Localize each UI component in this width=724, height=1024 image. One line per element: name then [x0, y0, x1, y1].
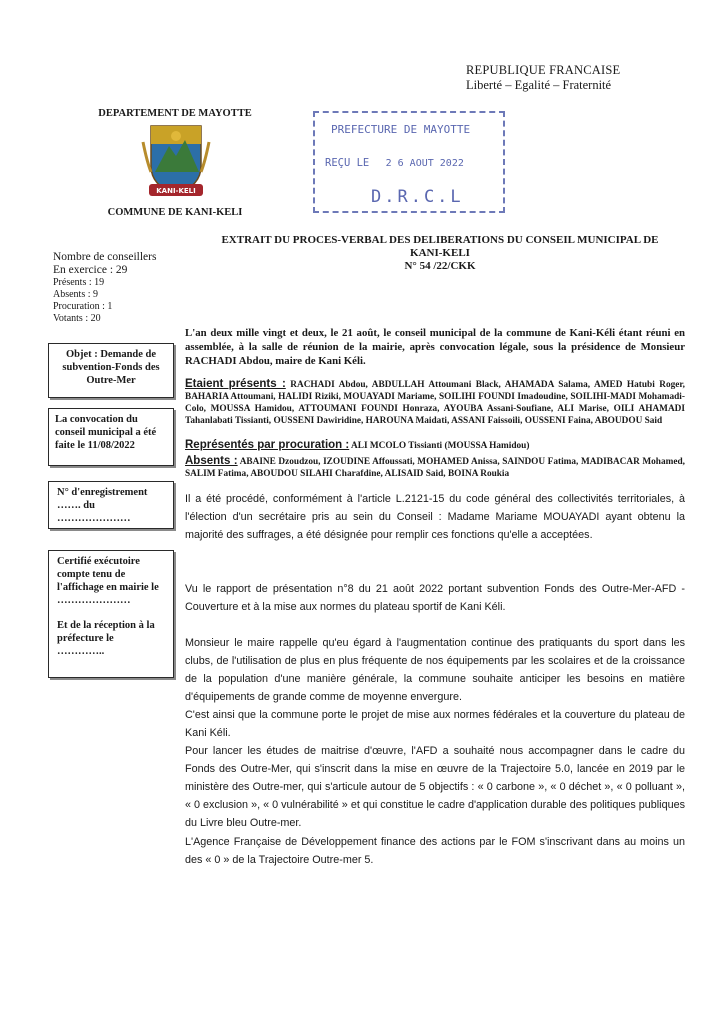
prefecture-stamp: [313, 111, 505, 213]
intro-paragraph: L'an deux mille vingt et deux, le 21 août, le conseil municipal de la commune de Kani-Kéli étant réuni en assemblée, à la salle de réunion de la mairie, après convocation légale, sous la présidence de Monsieur RACHADI Abdou, maire de Kani Kéli.: [185, 327, 685, 367]
objet-box: Objet : Demande de subvention-Fonds des Outre-Mer: [48, 343, 174, 398]
commune-name: COMMUNE DE KANI-KELI: [107, 207, 243, 218]
present-members: [185, 378, 685, 427]
proxy-label: Représentés par procuration :: [185, 439, 350, 451]
stamp-prefecture: PREFECTURE DE MAYOTTE: [331, 123, 471, 136]
counts-label: Nombre de conseillers: [53, 251, 157, 263]
deliberation-number: N° 54 /22/CKK: [404, 260, 476, 272]
absent-list: ABAINE Dzoudzou, IZOUDINE Affoussati, MOHAMED Anissa, SAINDOU Fatima, MADIBACAR Mohamed, SALIM Fatima, ABOUDOU SILAHI Charafdine, ALISAID Said, BOINA Roukia: [185, 457, 685, 479]
stamp-received: [325, 157, 464, 169]
counts-in-office: En exercice : 29: [53, 264, 128, 276]
proxy-list: ALI MCOLO Tissianti (MOUSSA Hamidou): [351, 441, 530, 451]
document-title: [185, 234, 695, 273]
certification-label: Certifié exécutoire compte tenu de l'affichage en mairie le: [57, 556, 159, 593]
stamp-received-label: REÇU LE: [325, 157, 370, 169]
council-counts: [53, 251, 193, 325]
stamp-received-date: 2 6 AOUT 2022: [385, 158, 464, 169]
counts-absent: Absents : 9: [53, 289, 98, 300]
reception-date: …………..: [57, 646, 105, 657]
convocation-box: La convocation du conseil municipal a été faite le 11/08/2022: [48, 408, 174, 466]
proxy-members: [185, 439, 685, 452]
afd-paragraph: Pour lancer les études de maitrise d'œuvre, l'AFD a souhaité nous accompagner dans le cadre du Fonds des Outre-Mer, qui s'inscrit dans la mise en œuvre de la Trajectoire 5.0, lancée en 2019 par le ministère des Outre-mer, qui s'articule autour de 5 objectifs : « 0 carbone », « 0 déchet », « 0 polluant », « 0 exclusion », « 0 vulnérabilité » et qui constitue le cadre d'application durable des politiques publiques du Livre bleu Outre-mer.: [185, 745, 685, 829]
republic-title: REPUBLIQUE FRANCAISE: [466, 63, 621, 77]
registration-number: ……. du: [57, 500, 95, 511]
registration-box: [48, 481, 174, 529]
department-name: DEPARTEMENT DE MAYOTTE: [98, 108, 252, 119]
absent-label: Absents :: [185, 455, 238, 467]
commune-crest-icon: [141, 122, 211, 200]
counts-voters: Votants : 20: [53, 313, 101, 324]
counts-present: Présents : 19: [53, 277, 105, 288]
stamp-office: D.R.C.L: [371, 187, 464, 207]
report-paragraph: Vu le rapport de présentation n°8 du 21 août 2022 portant subvention Fonds des Outre-Mer-AFD -Couverture et à la mise aux normes du plateau sportif de Kani Kéli.: [185, 583, 685, 613]
context-paragraph: Monsieur le maire rappelle qu'eu égard à l'augmentation continue des pratiquants du sport dans les clubs, de l'utilisation de plus en plus fréquente de nos équipements par les scolaires et de la croissance de la population d'une manière générale, la commune souhaite anticiper les besoins en matière d'équipements de grande comme de moyenne envergure.: [185, 637, 685, 703]
republic-motto: Liberté – Egalité – Fraternité: [466, 78, 612, 92]
secretary-paragraph: Il a été procédé, conformément à l'article L.2121-15 du code général des collectivités territoriales, à l'élection d'un secrétaire pris au sein du Conseil : Madame Mariame MOUAYADI ayant obtenu la majorité des suffrages, a été désignée pour remplir ces fonctions qu'elle a acceptées.: [185, 493, 685, 541]
present-list: RACHADI Abdou, ABDULLAH Attoumani Black, AHAMADA Salama, AMED Hatubi Roger, BAHARIA Attoumani, HALIDI Riziki, MOUAYADI Mariame, SOILIHI FOUNDI Imadoudine, SOILIHI-MADI Mohamadi-Colo, MOUSSA Hamidou, ATTOUMANI FOUNDI Honraza, AYOUBA Assani-Soufiane, ALI Marise, OILI AHAMADI Tahanlabati Tissianti, OUSSENI Dawiridine, HAROUNA Maidati, ASSANI Faissoili, OUSSENI Faina, ABOUDOU Said: [185, 380, 686, 426]
financing-paragraph: L'Agence Française de Développement finance des actions par le FOM s'inscrivant dans au moins un des « 0 » de la Trajectoire Outre-mer 5.: [185, 836, 685, 866]
absent-members: [185, 455, 685, 480]
title-line-1: EXTRAIT DU PROCES-VERBAL DES DELIBERATIONS DU CONSEIL MUNICIPAL DE: [221, 234, 659, 246]
crest-label: KANI-KELI: [156, 187, 196, 195]
republic-header: [466, 63, 656, 93]
project-paragraph: C'est ainsi que la commune porte le projet de mise aux normes fédérales et la couverture du plateau de Kani Kéli.: [185, 709, 685, 739]
certification-date: …………………: [57, 595, 131, 606]
registration-date: …………………: [57, 513, 131, 524]
reception-label: Et de la réception à la préfecture le: [57, 620, 155, 644]
counts-proxy: Procuration : 1: [53, 301, 113, 312]
registration-label: N° d'enregistrement: [57, 487, 148, 498]
certification-box: [48, 550, 174, 678]
title-line-2: KANI-KELI: [410, 247, 470, 259]
present-label: Etaient présents :: [185, 378, 286, 390]
